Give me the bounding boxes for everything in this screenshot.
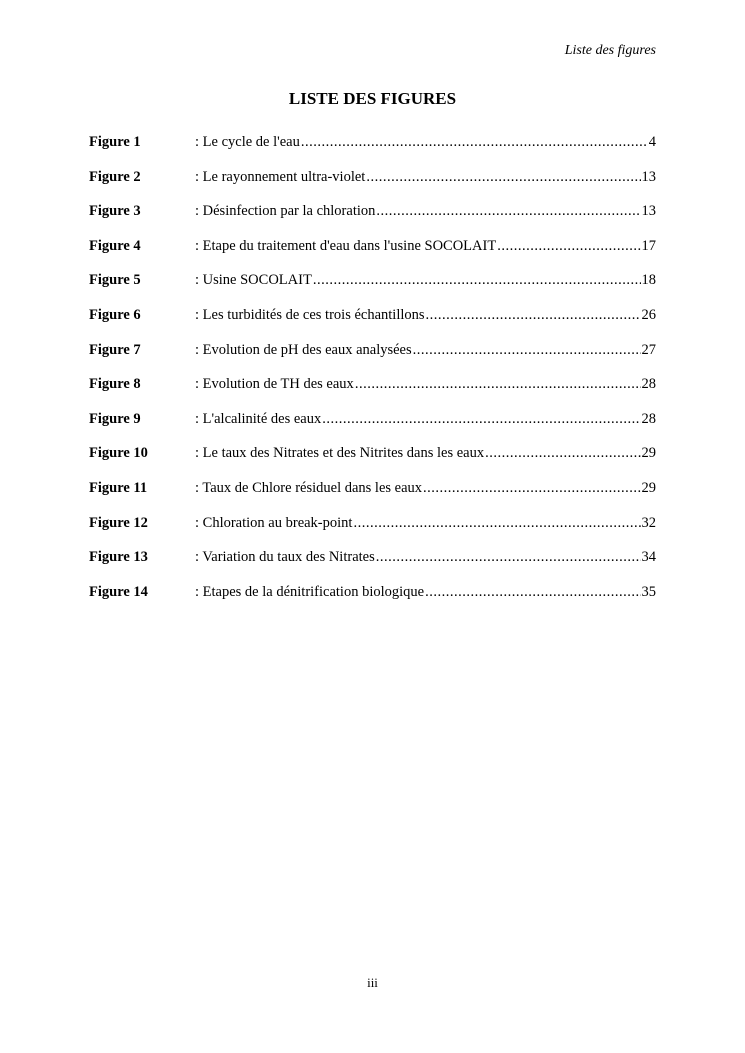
list-item[interactable] [89,513,656,548]
page-number: 29 [641,479,656,496]
page-number: 26 [641,306,656,323]
dot-leader [497,236,640,256]
figure-label: Figure 11 [89,479,148,496]
figure-label: Figure 7 [89,341,141,358]
figure-label: Figure 12 [89,514,148,531]
figure-title: : Le cycle de l'eau [195,134,300,150]
list-item[interactable] [89,547,656,582]
dot-leader [353,513,640,533]
list-item[interactable] [89,236,656,271]
figure-label: Figure 1 [89,134,141,150]
figure-title: : Chloration au break-point [195,514,353,531]
page-number: 18 [641,272,656,289]
figure-list [89,132,656,616]
figure-label: Figure 2 [89,168,141,185]
figure-title: : L'alcalinité des eaux [195,410,322,427]
page-footer-number: iii [367,975,378,990]
figure-title: : Désinfection par la chloration [195,203,376,220]
dot-leader [413,340,641,360]
running-header: Liste des figures [564,43,656,58]
figure-title: : Le taux des Nitrates et des Nitrites dans les eaux [195,445,485,462]
figure-label: Figure 5 [89,272,141,289]
list-item[interactable] [89,443,656,478]
list-item[interactable] [89,374,656,409]
figure-label: Figure 13 [89,549,148,566]
page-number: 34 [641,549,656,566]
page-number: 29 [641,445,656,462]
dot-leader [355,374,641,394]
list-item[interactable] [89,167,656,202]
page-number: 4 [648,134,656,150]
list-item[interactable] [89,340,656,375]
figure-title: : Evolution de pH des eaux analysées [195,341,412,358]
dot-leader [366,167,640,187]
figure-title: : Etapes de la dénitrification biologique [195,583,425,600]
page-number: 13 [641,203,656,220]
page-title: LISTE DES FIGURES [288,89,457,108]
page-number: 28 [641,410,656,427]
figure-title: : Taux de Chlore résiduel dans les eaux [195,479,423,496]
figure-label: Figure 6 [89,306,141,323]
dot-leader [376,547,641,567]
page-number: 28 [641,376,656,393]
figure-title: : Le rayonnement ultra-violet [195,168,366,185]
dot-leader [322,409,640,429]
list-item[interactable] [89,132,656,167]
list-item[interactable] [89,409,656,444]
figure-label: Figure 8 [89,376,141,393]
page-number: 13 [641,168,656,185]
dot-leader [426,305,641,325]
figure-title: : Usine SOCOLAIT [195,272,312,289]
page-number: 17 [641,237,656,254]
figure-label: Figure 3 [89,203,141,220]
figure-title: : Evolution de TH des eaux [195,376,354,393]
figure-label: Figure 4 [89,237,141,254]
page-number: 35 [641,583,656,600]
page-number: 27 [641,341,656,358]
list-item[interactable] [89,582,656,617]
list-item[interactable] [89,270,656,305]
dot-leader [313,270,641,290]
dot-leader [376,201,640,221]
figure-label: Figure 9 [89,410,141,427]
figure-label: Figure 14 [89,583,148,600]
figure-title: : Les turbidités de ces trois échantillons [195,306,425,323]
list-item[interactable] [89,305,656,340]
list-item[interactable] [89,478,656,513]
dot-leader [485,443,640,463]
page-number: 32 [641,514,656,531]
list-item[interactable] [89,201,656,236]
figure-title: : Etape du traitement d'eau dans l'usine SOCOLAIT [195,237,497,254]
dot-leader [425,582,640,602]
figure-label: Figure 10 [89,445,148,462]
figure-title: : Variation du taux des Nitrates [195,549,375,566]
dot-leader [423,478,640,498]
dot-leader [301,132,648,152]
